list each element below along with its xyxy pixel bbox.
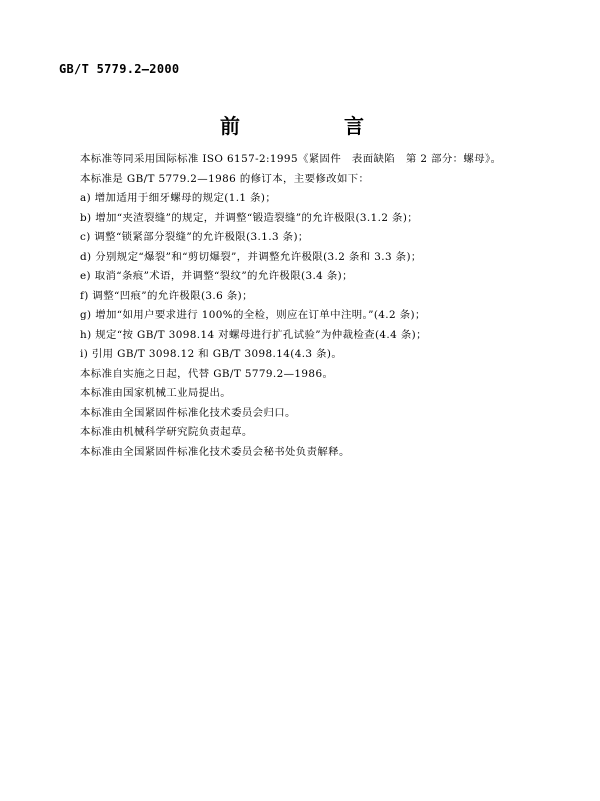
paragraph: 本标准自实施之日起，代替 GB/T 5779.2—1986。 [80, 367, 334, 380]
list-item: a) 增加适用于细牙螺母的规定(1.1 条)； [80, 192, 277, 204]
list-item: c) 调整“锁紧部分裂缝”的允许极限(3.1.3 条)； [80, 231, 309, 243]
list-item: b) 增加“夹渣裂缝”的规定，并调整“锻造裂缝”的允许极限(3.1.2 条)； [80, 211, 419, 224]
paragraph: 本标准等同采用国际标准 ISO 6157-2:1995《紧固件 表面缺陷 第 2 部分：螺母》。 [80, 153, 502, 165]
paragraph: 本标准由机械科学研究院负责起草。 [80, 426, 253, 438]
list-item: e) 取消“条痕”术语，并调整“裂纹”的允许极限(3.4 条)； [80, 270, 353, 282]
list-item: f) 调整“凹痕”的允许极限(3.6 条)； [80, 289, 253, 302]
paragraph: 本标准是 GB/T 5779.2—1986 的修订本，主要修改如下： [80, 172, 370, 185]
foreword-body [80, 150, 550, 462]
standard-code: GB/T 5779.2—2000 [59, 62, 180, 76]
paragraph: 本标准由国家机械工业局提出。 [80, 387, 232, 399]
list-item: i) 引用 GB/T 3098.12 和 GB/T 3098.14(4.3 条)。 [80, 348, 343, 360]
list-item: d) 分别规定“爆裂”和“剪切爆裂”，并调整允许极限(3.2 条和 3.3 条)； [80, 250, 422, 263]
list-item: h) 规定“按 GB/T 3098.14 对螺母进行扩孔试验”为仲裁检查(4.4 条)； [80, 328, 427, 341]
page-title: 前 言 [220, 114, 406, 138]
list-item: g) 增加“如用户要求进行 100%的全检，则应在订单中注明。”(4.2 条)； [80, 309, 426, 321]
paragraph: 本标准由全国紧固件标准化技术委员会秘书处负责解释。 [80, 445, 350, 458]
paragraph: 本标准由全国紧固件标准化技术委员会归口。 [80, 406, 296, 419]
